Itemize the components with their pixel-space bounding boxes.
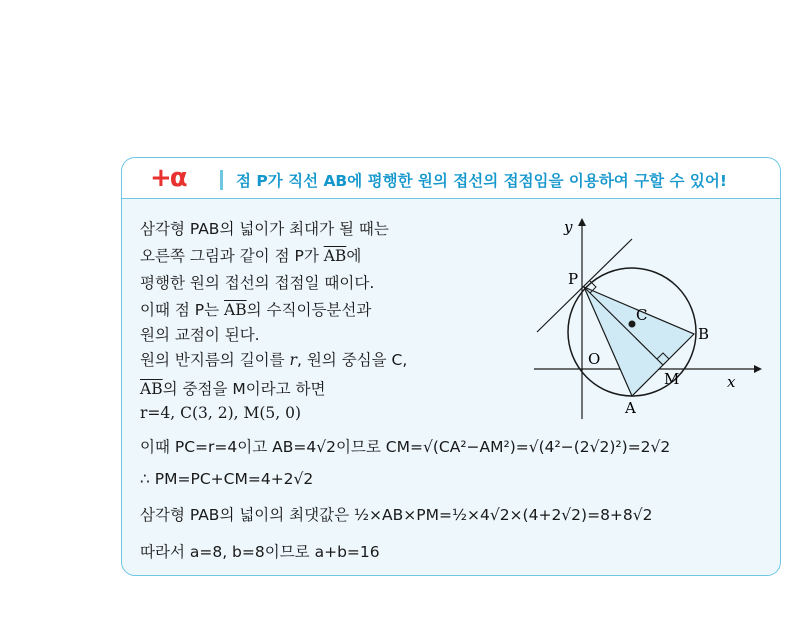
card-header [121, 157, 781, 199]
text-line-8: r=4, C(3, 2), M(5, 0) [140, 404, 302, 422]
header-title: 점 P가 직선 AB에 평행한 원의 접선의 접점임을 이용하여 구할 수 있어! [236, 172, 727, 190]
text-line-6-a: 원의 반지름의 길이를 [140, 351, 290, 369]
var-r: r [289, 351, 297, 369]
text-line-7-b: 의 중점을 M이라고 하면 [162, 380, 326, 398]
text-line-6-c: , 원의 중심을 C, [296, 351, 408, 369]
solution-card [121, 157, 781, 576]
text-line-9: 이때 PC=r=4이고 AB=4√2이므로 CM=√(CA²−AM²)=√(4²−(2√2)²)=2√2 [140, 438, 671, 456]
text-line-10: ∴ PM=PC+CM=4+2√2 [140, 470, 314, 488]
label-b: B [698, 325, 710, 343]
text-line-4 [140, 298, 371, 320]
y-axis-arrow-icon [578, 218, 586, 226]
segment-ab-2: $\overline{AB}$ [224, 301, 247, 319]
label-p: P [568, 270, 579, 288]
text-line-4-a: 이때 점 P는 [140, 301, 225, 319]
text-line-2 [140, 244, 361, 266]
text-line-11: 삼각형 PAB의 넓이의 최댓값은 ½×AB×PM=½×4√2×(4+2√2)=8+8√2 [140, 506, 653, 524]
text-line-6 [140, 348, 407, 370]
text-line-3: 평행한 원의 접선의 접점일 때이다. [140, 274, 375, 292]
text-line-1: 삼각형 PAB의 넓이가 최대가 될 때는 [140, 220, 389, 238]
segment-ab: $\overline{AB}$ [323, 247, 347, 265]
text-line-2-a: 오른쪽 그림과 같이 점 P가 [140, 247, 324, 265]
segment-ab-3: $\overline{AB}$ [140, 380, 163, 398]
text-line-12: 따라서 a=8, b=8이므로 a+b=16 [140, 543, 380, 561]
label-o: O [588, 350, 601, 368]
header-divider [220, 170, 223, 190]
x-axis-label: x [727, 373, 736, 391]
text-line-2-c: 에 [346, 247, 362, 265]
text-line-7 [140, 377, 326, 399]
text-line-5: 원의 교점이 된다. [140, 326, 260, 344]
geometry-figure [532, 214, 762, 424]
center-point [629, 321, 636, 328]
card-body [121, 198, 781, 576]
label-c: C [636, 306, 648, 324]
text-line-4-c: 의 수직이등분선과 [246, 301, 372, 319]
label-a: A [625, 399, 636, 417]
label-m: M [664, 370, 680, 388]
plus-alpha-icon: +α [150, 163, 186, 193]
y-axis-label: y [564, 218, 573, 236]
x-axis-arrow-icon [754, 365, 762, 373]
